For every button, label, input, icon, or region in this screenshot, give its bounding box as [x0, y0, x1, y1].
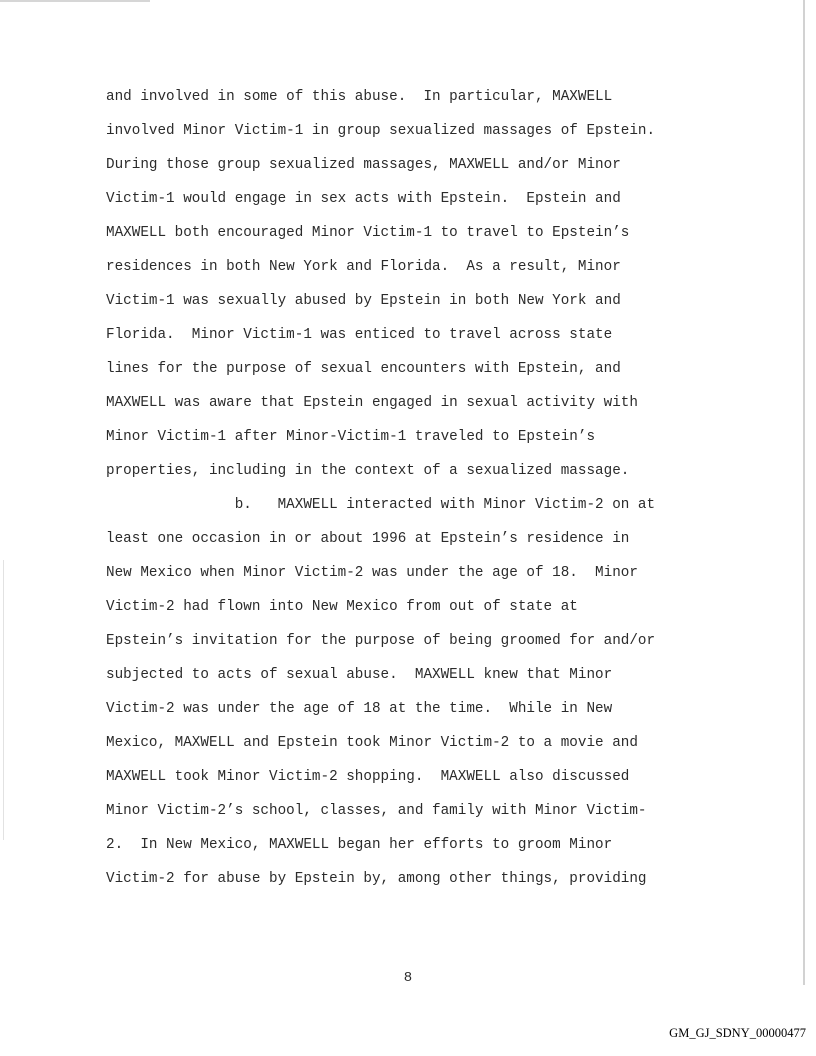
- text-line: subjected to acts of sexual abuse. MAXWELL knew that Minor: [106, 667, 613, 683]
- bates-number: GM_GJ_SDNY_00000477: [669, 1026, 806, 1040]
- text-line: MAXWELL was aware that Epstein engaged in sexual activity with: [106, 395, 638, 411]
- body-text: [106, 80, 796, 896]
- text-line: Mexico, MAXWELL and Epstein took Minor Victim-2 to a movie and: [106, 735, 638, 751]
- text-line: Epstein’s invitation for the purpose of being groomed for and/or: [106, 633, 656, 649]
- text-line: During those group sexualized massages, MAXWELL and/or Minor: [106, 157, 621, 173]
- page-number: 8: [403, 970, 413, 986]
- text-line: Victim-2 was under the age of 18 at the time. While in New: [106, 701, 613, 717]
- text-line: least one occasion in or about 1996 at Epstein’s residence in: [106, 531, 630, 547]
- scan-edge-right: [803, 0, 805, 985]
- text-line: 2. In New Mexico, MAXWELL began her efforts to groom Minor: [106, 837, 613, 853]
- text-line: and involved in some of this abuse. In particular, MAXWELL: [106, 89, 613, 105]
- scan-edge-left: [3, 560, 4, 840]
- scan-edge-top: [0, 0, 150, 2]
- text-line: New Mexico when Minor Victim-2 was under the age of 18. Minor: [106, 565, 638, 581]
- text-line: Victim-2 had flown into New Mexico from out of state at: [106, 599, 578, 615]
- text-line: involved Minor Victim-1 in group sexualized massages of Epstein.: [106, 123, 656, 139]
- text-line: b. MAXWELL interacted with Minor Victim-2 on at: [106, 497, 656, 513]
- text-line: Victim-2 for abuse by Epstein by, among other things, providing: [106, 871, 647, 887]
- text-line: properties, including in the context of a sexualized massage.: [106, 463, 630, 479]
- text-line: Florida. Minor Victim-1 was enticed to travel across state: [106, 327, 613, 343]
- text-line: MAXWELL took Minor Victim-2 shopping. MAXWELL also discussed: [106, 769, 630, 785]
- text-line: Victim-1 would engage in sex acts with Epstein. Epstein and: [106, 191, 621, 207]
- text-line: Victim-1 was sexually abused by Epstein in both New York and: [106, 293, 621, 309]
- text-line: lines for the purpose of sexual encounters with Epstein, and: [106, 361, 621, 377]
- text-line: Minor Victim-2’s school, classes, and family with Minor Victim-: [106, 803, 647, 819]
- text-line: Minor Victim-1 after Minor-Victim-1 traveled to Epstein’s: [106, 429, 596, 445]
- text-line: residences in both New York and Florida. As a result, Minor: [106, 259, 621, 275]
- text-line: MAXWELL both encouraged Minor Victim-1 to travel to Epstein’s: [106, 225, 630, 241]
